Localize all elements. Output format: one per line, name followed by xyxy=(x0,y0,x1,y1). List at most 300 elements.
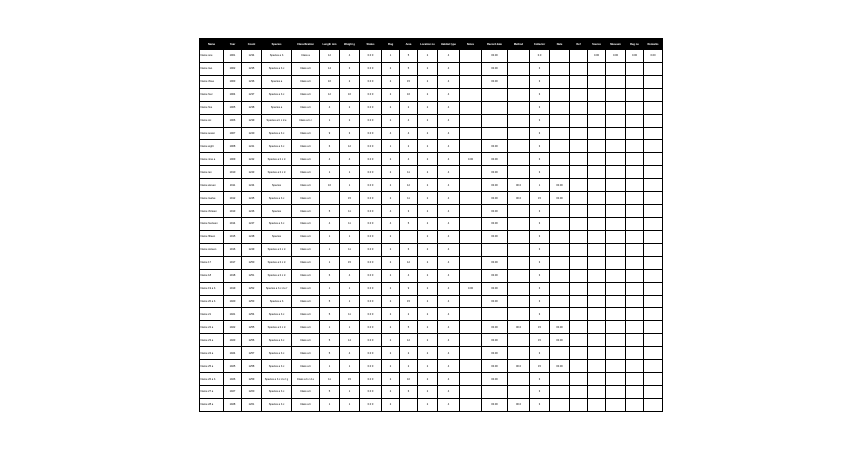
table-cell xyxy=(550,88,570,101)
table-cell: 0.0 0 xyxy=(360,295,382,308)
column-header: Source xyxy=(588,39,606,50)
table-cell: Species a b c d e f g xyxy=(262,373,292,386)
table-cell: 2 xyxy=(382,269,400,282)
table-cell xyxy=(550,385,570,398)
table-cell: 1927 xyxy=(224,385,242,398)
table-cell xyxy=(644,205,663,218)
table-cell: 2 xyxy=(418,101,438,114)
table-cell: 2 xyxy=(382,114,400,127)
table-cell: 1922 xyxy=(224,321,242,334)
table-cell: 2 xyxy=(382,192,400,205)
table-cell: 2 xyxy=(418,114,438,127)
table-cell xyxy=(460,321,482,334)
table-cell: Name fourteen xyxy=(200,217,224,230)
table-cell: Class a b xyxy=(292,179,320,192)
table-cell xyxy=(606,101,626,114)
table-cell xyxy=(508,295,530,308)
table-cell xyxy=(626,205,644,218)
table-cell: 0.00 xyxy=(626,50,644,63)
table-cell: 3 xyxy=(530,230,550,243)
table-cell: Class a b xyxy=(292,217,320,230)
table-cell: 1238 xyxy=(242,101,262,114)
table-cell xyxy=(644,153,663,166)
table-cell xyxy=(588,166,606,179)
table-cell: Name sixteen xyxy=(200,243,224,256)
table-cell xyxy=(570,205,588,218)
table-cell xyxy=(606,243,626,256)
table-cell xyxy=(482,243,508,256)
table-cell: 0.0 0 xyxy=(360,217,382,230)
table-cell: 6 xyxy=(400,385,418,398)
table-cell xyxy=(626,75,644,88)
table-cell: 5 xyxy=(320,308,340,321)
table-cell: Class a b xyxy=(292,398,320,411)
table-cell xyxy=(550,282,570,295)
table-cell: 3 xyxy=(530,373,550,386)
table-cell: 00.00 xyxy=(550,192,570,205)
table-cell: Name four xyxy=(200,88,224,101)
table-cell: 1 xyxy=(340,166,360,179)
table-cell xyxy=(550,205,570,218)
table-cell xyxy=(550,373,570,386)
table-cell xyxy=(588,153,606,166)
table-cell: 2 xyxy=(418,334,438,347)
table-cell xyxy=(606,179,626,192)
table-cell xyxy=(550,269,570,282)
table-cell xyxy=(626,256,644,269)
table-cell: 2 xyxy=(418,347,438,360)
table-cell: 2 xyxy=(382,347,400,360)
table-cell: 4 xyxy=(382,217,400,230)
table-cell xyxy=(482,101,508,114)
table-cell: 3 xyxy=(530,140,550,153)
table-cell: 3 xyxy=(530,88,550,101)
table-cell xyxy=(508,140,530,153)
table-cell: 1239 xyxy=(242,114,262,127)
table-cell: Class a b xyxy=(292,192,320,205)
table-cell: 12 xyxy=(400,179,418,192)
table-row xyxy=(200,321,663,334)
table-cell: 5 xyxy=(320,347,340,360)
table-cell xyxy=(460,398,482,411)
table-cell xyxy=(460,295,482,308)
table-cell: 0.0 0 xyxy=(360,140,382,153)
table-cell: 1 xyxy=(340,360,360,373)
table-cell: 0.0 xyxy=(530,50,550,63)
table-cell: 1 xyxy=(382,140,400,153)
table-cell: 0.0 0 xyxy=(360,308,382,321)
table-cell: 1921 xyxy=(224,308,242,321)
table-row xyxy=(200,347,663,360)
table-cell: 2 xyxy=(340,114,360,127)
table-cell xyxy=(588,398,606,411)
table-cell xyxy=(570,347,588,360)
table-cell: 00.00 xyxy=(482,269,508,282)
table-cell: 4 xyxy=(438,153,460,166)
table-cell xyxy=(570,334,588,347)
table-cell: 11 xyxy=(340,205,360,218)
table-cell: 4 xyxy=(438,127,460,140)
table-cell: 1 xyxy=(340,282,360,295)
table-cell: Class a b xyxy=(292,127,320,140)
table-cell: 4 xyxy=(438,269,460,282)
table-cell xyxy=(570,282,588,295)
table-cell xyxy=(644,373,663,386)
table-cell: 14 xyxy=(340,334,360,347)
table-cell: 1 xyxy=(340,385,360,398)
table-cell: 1915 xyxy=(224,230,242,243)
table-cell xyxy=(570,166,588,179)
table-cell xyxy=(588,321,606,334)
table-cell xyxy=(588,334,606,347)
table-cell: 2 xyxy=(382,230,400,243)
table-cell xyxy=(550,75,570,88)
table-cell: 1249 xyxy=(242,243,262,256)
table-cell xyxy=(550,295,570,308)
table-cell xyxy=(550,101,570,114)
table-cell: 4 xyxy=(438,282,460,295)
table-cell xyxy=(508,166,530,179)
table-cell: Name 27 a xyxy=(200,385,224,398)
table-cell: Name eight xyxy=(200,140,224,153)
table-cell: 5 xyxy=(400,321,418,334)
table-cell xyxy=(460,62,482,75)
table-cell xyxy=(460,256,482,269)
column-header: Record date xyxy=(482,39,508,50)
column-header: Flag xyxy=(382,39,400,50)
table-cell xyxy=(606,360,626,373)
table-cell: 11 xyxy=(340,308,360,321)
table-cell: 4 xyxy=(438,62,460,75)
table-cell: 1250 xyxy=(242,256,262,269)
table-row xyxy=(200,243,663,256)
table-cell: 1926 xyxy=(224,373,242,386)
table-cell xyxy=(588,192,606,205)
table-cell: 1916 xyxy=(224,243,242,256)
table-cell: Class a xyxy=(292,50,320,63)
table-cell: 2 xyxy=(382,166,400,179)
table-cell xyxy=(508,347,530,360)
table-cell xyxy=(644,385,663,398)
table-cell: 00.0 xyxy=(508,179,530,192)
table-cell xyxy=(606,127,626,140)
table-cell: Species a b c xyxy=(262,217,292,230)
table-cell: 2 xyxy=(340,75,360,88)
table-cell: Species a b xyxy=(262,295,292,308)
table-cell: 1242 xyxy=(242,153,262,166)
table-cell: 2 xyxy=(418,179,438,192)
table-row xyxy=(200,140,663,153)
table-cell xyxy=(626,269,644,282)
table-cell xyxy=(460,101,482,114)
table-cell: 2 xyxy=(418,269,438,282)
table-cell: Species a xyxy=(262,75,292,88)
table-cell xyxy=(606,192,626,205)
table-cell xyxy=(460,192,482,205)
table-cell: 0.00 xyxy=(606,50,626,63)
table-cell: Species a b c d xyxy=(262,153,292,166)
table-cell: 2 xyxy=(382,75,400,88)
table-cell: 2 xyxy=(418,308,438,321)
table-cell: 1912 xyxy=(224,192,242,205)
table-cell xyxy=(626,114,644,127)
table-cell: 0.0 0 xyxy=(360,192,382,205)
table-cell: Class a b xyxy=(292,295,320,308)
table-cell: 4 xyxy=(438,385,460,398)
table-cell: 1235 xyxy=(242,62,262,75)
table-cell: 1903 xyxy=(224,75,242,88)
table-row xyxy=(200,192,663,205)
table-cell: 3 xyxy=(530,166,550,179)
table-cell xyxy=(588,347,606,360)
table-cell xyxy=(508,127,530,140)
table-cell: Name nine a xyxy=(200,153,224,166)
table-cell xyxy=(644,140,663,153)
table-cell xyxy=(606,347,626,360)
table-cell: 1 xyxy=(530,179,550,192)
table-cell: 4 xyxy=(438,360,460,373)
table-row xyxy=(200,166,663,179)
column-header: Year xyxy=(224,39,242,50)
table-cell: 4 xyxy=(438,398,460,411)
table-cell: 0.0 0 xyxy=(360,127,382,140)
table-cell: Class a b xyxy=(292,205,320,218)
table-cell: 00.00 xyxy=(482,62,508,75)
table-cell: Species a b c d xyxy=(262,269,292,282)
table-cell: 4 xyxy=(438,75,460,88)
table-cell: 1 xyxy=(320,230,340,243)
table-cell xyxy=(550,230,570,243)
table-row xyxy=(200,62,663,75)
table-cell: 1924 xyxy=(224,347,242,360)
table-cell: 11 xyxy=(340,243,360,256)
table-cell xyxy=(460,217,482,230)
table-cell: 1 xyxy=(320,398,340,411)
table-cell: 4 xyxy=(400,153,418,166)
table-cell: 00.00 xyxy=(482,321,508,334)
table-cell: 2 xyxy=(418,205,438,218)
table-cell xyxy=(570,88,588,101)
table-cell xyxy=(508,88,530,101)
table-cell xyxy=(606,295,626,308)
table-cell xyxy=(570,140,588,153)
table-cell xyxy=(570,385,588,398)
table-cell: 15 xyxy=(530,360,550,373)
table-cell: 14 xyxy=(320,62,340,75)
table-cell xyxy=(460,347,482,360)
table-cell: Species a b c xyxy=(262,347,292,360)
table-cell: 16 xyxy=(400,88,418,101)
table-cell: 0.0 0 xyxy=(360,101,382,114)
table-cell: Class a b xyxy=(292,282,320,295)
table-cell xyxy=(588,256,606,269)
table-cell: 3 xyxy=(340,127,360,140)
table-cell xyxy=(550,166,570,179)
table-cell: 0.0 0 xyxy=(360,243,382,256)
column-header: Species xyxy=(262,39,292,50)
table-cell: Name 17 xyxy=(200,256,224,269)
table-cell xyxy=(570,308,588,321)
table-cell: 00.00 xyxy=(550,334,570,347)
table-cell: 15 xyxy=(340,256,360,269)
table-cell xyxy=(460,334,482,347)
table-cell xyxy=(460,114,482,127)
table-cell: Class a b xyxy=(292,321,320,334)
table-cell: 2 xyxy=(382,308,400,321)
table-cell: 00.0 xyxy=(508,192,530,205)
table-cell: 4 xyxy=(438,334,460,347)
table-cell xyxy=(570,192,588,205)
table-cell xyxy=(606,282,626,295)
table-cell: 1241 xyxy=(242,140,262,153)
table-cell xyxy=(550,217,570,230)
table-cell: 2 xyxy=(382,88,400,101)
table-cell: 1252 xyxy=(242,282,262,295)
table-cell: 00.0 xyxy=(508,360,530,373)
table-cell: 1 xyxy=(340,295,360,308)
table-row xyxy=(200,256,663,269)
table-cell xyxy=(626,385,644,398)
table-cell: 0.00 xyxy=(460,153,482,166)
table-cell xyxy=(570,153,588,166)
table-cell xyxy=(570,230,588,243)
table-cell: Species a b c xyxy=(262,140,292,153)
table-cell: 1234 xyxy=(242,50,262,63)
table-row xyxy=(200,360,663,373)
table-cell: 16 xyxy=(340,88,360,101)
table-cell xyxy=(606,217,626,230)
table-cell: Name 19 a b xyxy=(200,282,224,295)
table-cell xyxy=(570,50,588,63)
table-cell: 3 xyxy=(340,62,360,75)
table-cell: 4 xyxy=(438,308,460,321)
table-cell: Class a b xyxy=(292,347,320,360)
table-cell xyxy=(626,295,644,308)
table-cell: 6 xyxy=(400,243,418,256)
table-cell: 4 xyxy=(400,269,418,282)
table-cell: 1902 xyxy=(224,62,242,75)
table-cell: 2 xyxy=(400,308,418,321)
table-cell xyxy=(508,334,530,347)
column-header: Status xyxy=(360,39,382,50)
table-cell: 2 xyxy=(418,385,438,398)
table-cell: 1909 xyxy=(224,153,242,166)
table-cell: 2 xyxy=(418,127,438,140)
table-cell xyxy=(508,269,530,282)
table-cell xyxy=(588,101,606,114)
table-cell: 0.0 0 xyxy=(360,256,382,269)
table-cell: 1 xyxy=(340,398,360,411)
table-cell: Species a b xyxy=(262,50,292,63)
table-cell xyxy=(570,243,588,256)
table-cell xyxy=(626,373,644,386)
table-cell: 1 xyxy=(320,256,340,269)
table-cell: Species a b c xyxy=(262,398,292,411)
table-cell: 4 xyxy=(340,347,360,360)
table-cell xyxy=(644,243,663,256)
table-cell: Class a b xyxy=(292,334,320,347)
table-row xyxy=(200,127,663,140)
table-cell xyxy=(606,334,626,347)
table-cell xyxy=(588,360,606,373)
table-cell xyxy=(550,140,570,153)
table-cell: 3 xyxy=(530,75,550,88)
table-row xyxy=(200,282,663,295)
table-cell xyxy=(644,398,663,411)
table-cell xyxy=(508,101,530,114)
table-cell: 12 xyxy=(320,88,340,101)
table-cell xyxy=(550,243,570,256)
table-cell xyxy=(320,192,340,205)
table-cell: 12 xyxy=(320,50,340,63)
table-cell: 3 xyxy=(530,295,550,308)
table-cell xyxy=(626,321,644,334)
table-cell: 4 xyxy=(438,166,460,179)
table-cell: 15 xyxy=(400,295,418,308)
table-cell xyxy=(626,192,644,205)
table-cell: 0.0 0 xyxy=(360,88,382,101)
table-cell: Class a b xyxy=(292,166,320,179)
table-cell: 1256 xyxy=(242,334,262,347)
table-cell xyxy=(626,398,644,411)
table-cell xyxy=(644,347,663,360)
table-cell: 4 xyxy=(320,101,340,114)
table-cell: 2 xyxy=(400,360,418,373)
table-cell: 2 xyxy=(418,295,438,308)
table-cell xyxy=(570,75,588,88)
table-cell: 12 xyxy=(340,140,360,153)
table-cell: Name three xyxy=(200,75,224,88)
table-cell xyxy=(626,88,644,101)
table-cell: 4 xyxy=(438,114,460,127)
table-cell: 2 xyxy=(382,101,400,114)
table-cell: Class a b xyxy=(292,243,320,256)
table-cell: Species a b c xyxy=(262,360,292,373)
table-cell: 9 xyxy=(400,282,418,295)
table-cell: 12 xyxy=(400,256,418,269)
table-cell: 3 xyxy=(400,205,418,218)
table-cell xyxy=(400,230,418,243)
table-cell: 4 xyxy=(438,88,460,101)
table-cell: 1251 xyxy=(242,269,262,282)
table-cell: Class a b c d e xyxy=(292,373,320,386)
table-row xyxy=(200,308,663,321)
table-cell xyxy=(400,398,418,411)
table-cell: 00.00 xyxy=(482,295,508,308)
table-cell xyxy=(588,373,606,386)
table-cell: 0.0 0 xyxy=(360,385,382,398)
table-cell: Name 24 a xyxy=(200,347,224,360)
table-cell xyxy=(626,127,644,140)
table-cell xyxy=(460,243,482,256)
table-cell xyxy=(570,256,588,269)
table-cell xyxy=(644,101,663,114)
table-cell: Name one xyxy=(200,50,224,63)
table-cell xyxy=(508,308,530,321)
table-cell: 1253 xyxy=(242,295,262,308)
table-cell: 0.0 0 xyxy=(360,398,382,411)
table-cell xyxy=(606,398,626,411)
table-row xyxy=(200,217,663,230)
table-row xyxy=(200,75,663,88)
table-cell xyxy=(644,295,663,308)
table-cell xyxy=(588,308,606,321)
table-cell xyxy=(626,62,644,75)
table-cell: 2 xyxy=(382,360,400,373)
table-cell xyxy=(588,127,606,140)
table-cell: 2 xyxy=(418,282,438,295)
table-cell: 4 xyxy=(382,127,400,140)
